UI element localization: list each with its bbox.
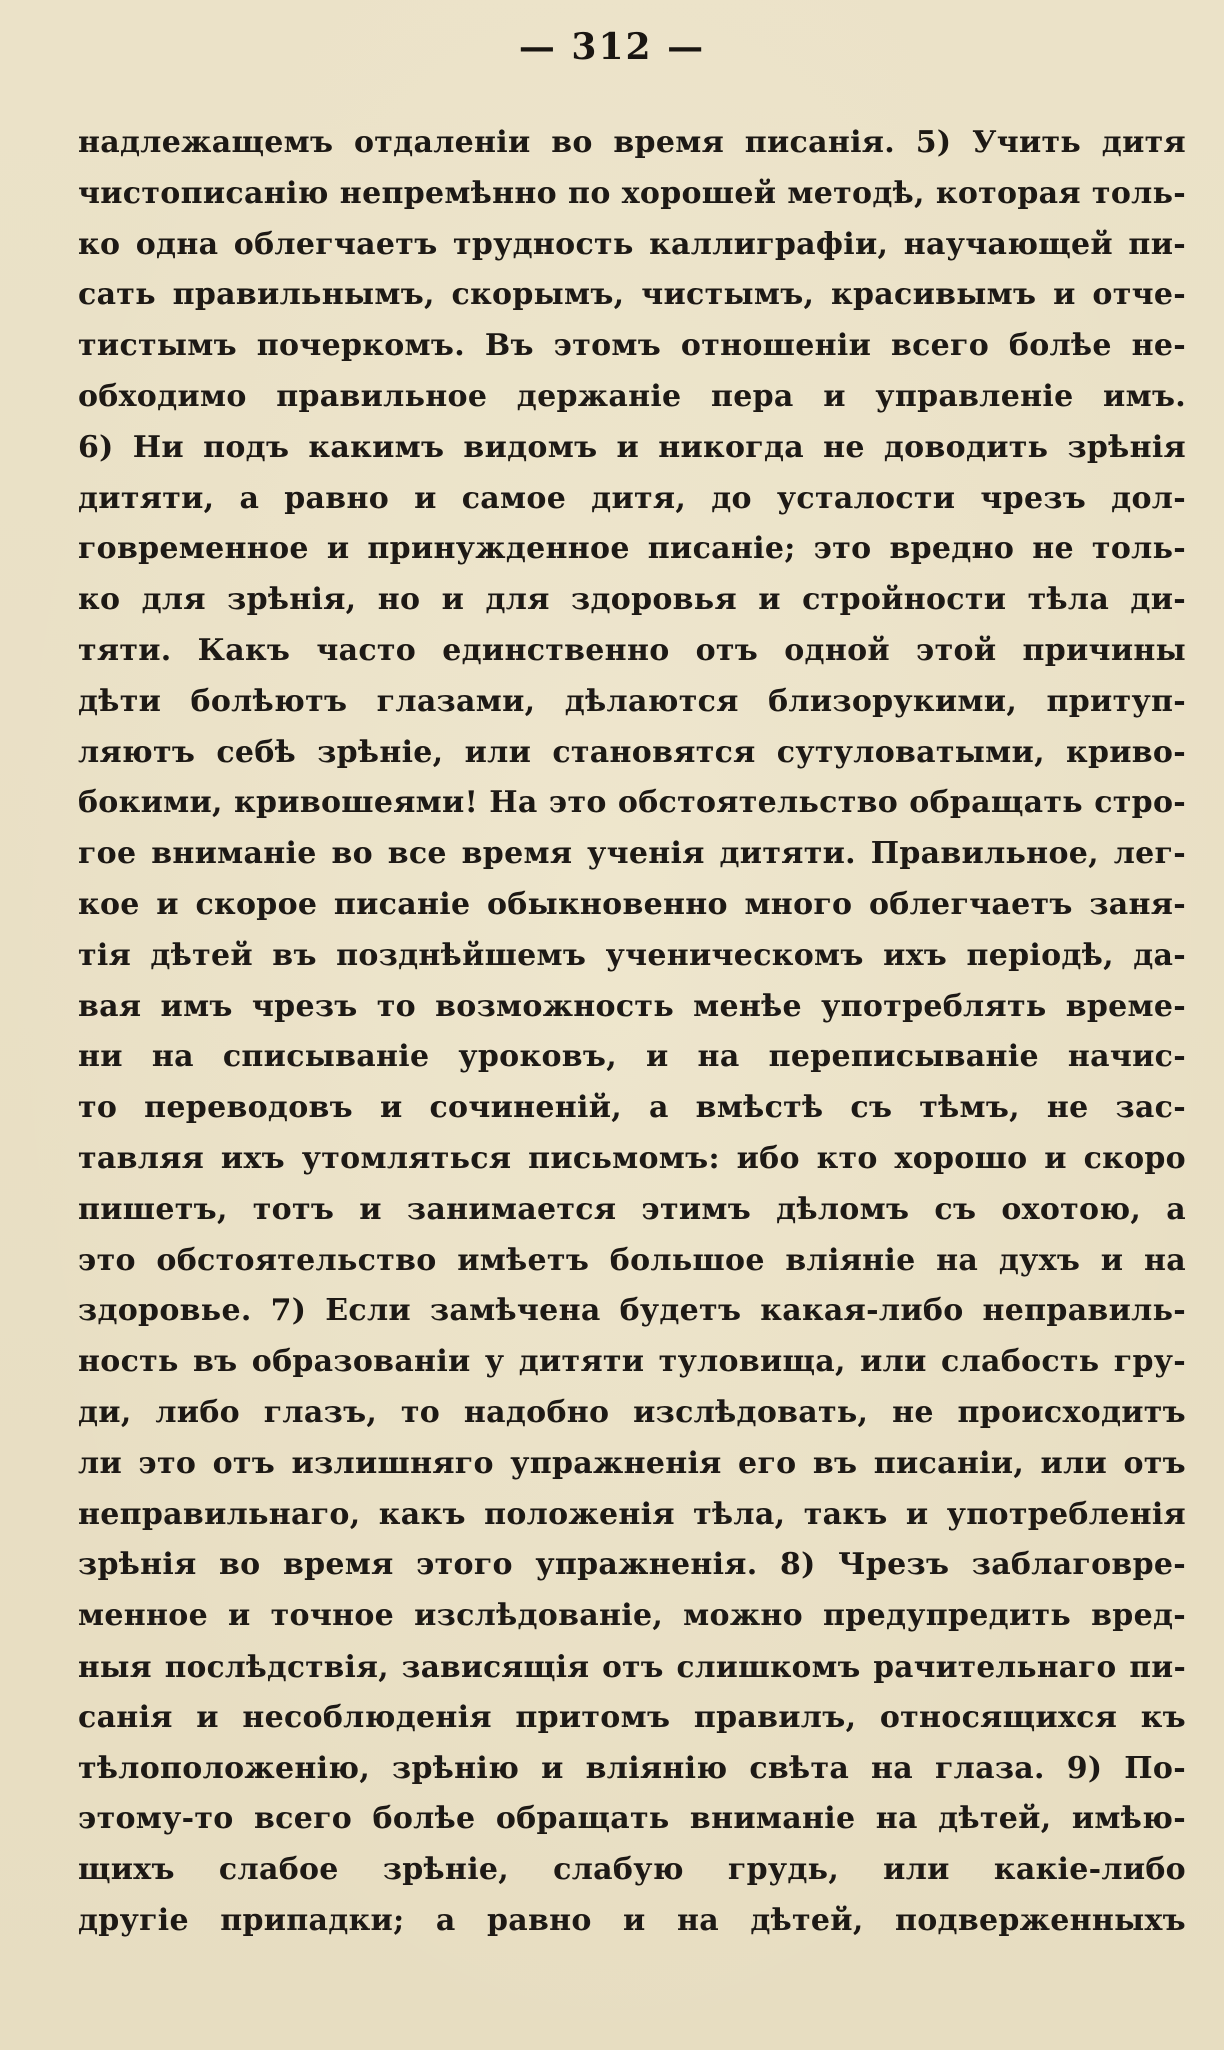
text-line: 6) Ни подъ какимъ видомъ и никогда не доводить зрѣнія (78, 429, 1186, 465)
text-line: ныя послѣдствія, зависящія отъ слишкомъ рачительнаго пи- (78, 1648, 1186, 1684)
text-line: тія дѣтей въ позднѣйшемъ ученическомъ ихъ періодѣ, да- (78, 937, 1186, 973)
text-line: сать правильнымъ, скорымъ, чистымъ, красивымъ и отче- (78, 277, 1186, 313)
text-line: ли это отъ излишняго упражненія его въ писаніи, или отъ (78, 1445, 1186, 1481)
text-line: другіе припадки; а равно и на дѣтей, подверженныхъ (78, 1902, 1186, 1938)
text-line: говременное и принужденное писаніе; это вредно не толь- (78, 531, 1186, 567)
page-number: — 312 — (518, 26, 706, 68)
text-line: бокими, кривошеями! На это обстоятельство обращать стро- (78, 785, 1186, 821)
text-line: кое и скорое писаніе обыкновенно много облегчаетъ заня- (78, 886, 1186, 922)
text-line: санія и несоблюденія притомъ правилъ, относящихся къ (78, 1699, 1186, 1735)
text-line: ко для зрѣнія, но и для здоровья и стройности тѣла ди- (78, 582, 1186, 618)
text-line: дѣти болѣютъ глазами, дѣлаются близорукими, притуп- (78, 683, 1186, 719)
text-line: менное и точное изслѣдованіе, можно предупредить вред- (78, 1598, 1186, 1634)
text-line: надлежащемъ отдаленіи во время писанія. 5) Учить дитя (78, 125, 1186, 160)
text-line: ность въ образованіи у дитяти туловища, или слабость гру- (78, 1344, 1186, 1380)
text-line: этому-то всего болѣе обращать вниманіе на дѣтей, имѣю- (78, 1801, 1186, 1837)
text-line: щихъ слабое зрѣніе, слабую грудь, или какіе-либо (78, 1852, 1186, 1888)
text-line: тавляя ихъ утомляться письмомъ: ибо кто хорошо и скоро (78, 1140, 1186, 1176)
text-line: обходимо правильное держаніе пера и управленіе имъ. (78, 378, 1186, 414)
text-line: тяти. Какъ часто единственно отъ одной этой причины (78, 632, 1186, 668)
text-line: это обстоятельство имѣетъ большое вліяніе на духъ и на (78, 1242, 1186, 1278)
text-line: чистописанію непремѣнно по хорошей методѣ, которая толь- (78, 175, 1186, 211)
text-line: здоровье. 7) Если замѣчена будетъ какая-либо неправиль- (78, 1293, 1186, 1329)
text-line: тистымъ почеркомъ. Въ этомъ отношеніи всего болѣе не- (78, 328, 1186, 364)
body-text (78, 118, 1186, 1947)
text-line: ляютъ себѣ зрѣніе, или становятся сутуловатыми, криво- (78, 734, 1186, 770)
text-line: пишетъ, тотъ и занимается этимъ дѣломъ съ охотою, а (78, 1191, 1186, 1227)
text-line: тѣлоположенію, зрѣнію и вліянію свѣта на глаза. 9) По- (78, 1750, 1186, 1786)
text-line: ко одна облегчаетъ трудность каллиграфіи, научающей пи- (78, 226, 1186, 262)
text-line: гое вниманіе во все время ученія дитяти. Правильное, лег- (78, 836, 1186, 872)
text-line: ди, либо глазъ, то надобно изслѣдовать, не происходитъ (78, 1394, 1186, 1430)
text-line: зрѣнія во время этого упражненія. 8) Чрезъ заблаговре- (78, 1547, 1186, 1583)
text-line: дитяти, а равно и самое дитя, до усталости чрезъ дол- (78, 480, 1186, 516)
text-line: ни на списываніе уроковъ, и на переписываніе начис- (78, 1039, 1186, 1075)
text-line: то переводовъ и сочиненій, а вмѣстѣ съ тѣмъ, не зас- (78, 1090, 1186, 1126)
text-line: вая имъ чрезъ то возможность менѣе употреблять време- (78, 988, 1186, 1024)
text-line: неправильнаго, какъ положенія тѣла, такъ и употребленія (78, 1496, 1186, 1532)
